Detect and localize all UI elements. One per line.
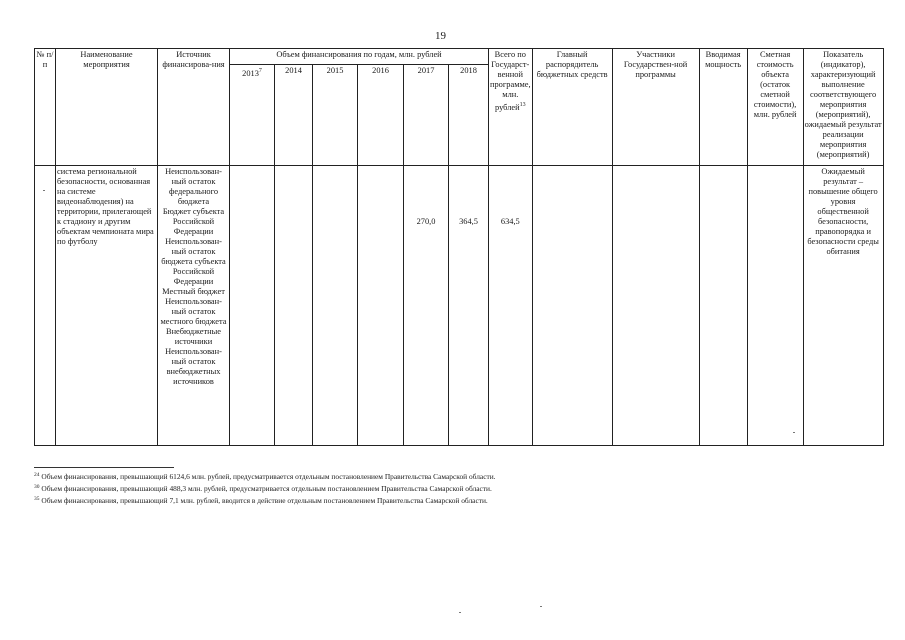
- header-estimate: Сметная стоимость объекта (остаток сметной стоимости), млн. рублей: [747, 49, 803, 166]
- header-row: [35, 49, 884, 65]
- header-year-2014: 2014: [275, 65, 313, 166]
- source-item: Бюджет субъекта Российской Федерации: [162, 207, 225, 236]
- header-source: Источник финансирова-ния: [158, 49, 230, 166]
- scan-speck: [793, 432, 795, 433]
- source-item: Внебюджетные источники: [165, 327, 222, 346]
- footnotes: [34, 467, 654, 506]
- header-year-2013: 2013$^7$: [230, 65, 275, 166]
- header-years-group: Объем финансирования по годам, млн. рублей: [230, 49, 489, 65]
- header-year-2016: 2016: [358, 65, 404, 166]
- footnote: $^{35}$ Объем финансирования, превышающий 7,1 млн. рублей, вводится в действие отдельным постановлением Правительства Самарской области.: [34, 496, 488, 505]
- row-number: [35, 166, 56, 446]
- header-year-2015: 2015: [313, 65, 358, 166]
- header-capacity: Вводимая мощность: [699, 49, 747, 166]
- row-estimate: [747, 166, 803, 446]
- header-total: Всего по Государст-венной программе, млн. рублей$^{13}$: [489, 49, 533, 166]
- source-item: Неиспользован-ный остаток бюджета субъекта Российской Федерации: [161, 237, 226, 286]
- source-item: Неиспользован-ный остаток местного бюджета: [160, 297, 227, 326]
- table-row: [35, 166, 884, 446]
- footnote: $^{30}$ Объем финансирования, превышающий 488,3 млн. рублей, предусматривается отдельным постановлением Правительства Самарской области.: [34, 484, 492, 493]
- scan-speck: [43, 190, 45, 191]
- row-total: 634,5: [489, 166, 533, 446]
- row-sources: [158, 166, 230, 446]
- header-indicator: Показатель (индикатор), характеризующий выполнение соответствующего мероприятия (мероприятий), ожидаемый результат реализации мероприятия (мероприятий): [803, 49, 883, 166]
- row-indicator: Ожидаемый результат – повышение общего уровня общественной безопасности, правопорядка и безопасности среды обитания: [803, 166, 883, 446]
- header-name: Наименование мероприятия: [56, 49, 158, 166]
- header-admin: Главный распорядитель бюджетных средств: [532, 49, 612, 166]
- header-participants: Участники Государствен-ной программы: [612, 49, 699, 166]
- footnote: $^{24}$ Объем финансирования, превышающий 6124,6 млн. рублей, предусматривается отдельным постановлением Правительства Самарской области.: [34, 472, 496, 481]
- header-year-2018: 2018: [449, 65, 489, 166]
- header-year-2017: 2017: [404, 65, 449, 166]
- row-value-2016: [358, 166, 404, 446]
- financing-table: [34, 48, 884, 446]
- row-name: система региональной безопасности, основанная на системе видеонаблюдения) на территории, прилегающей к стадиону и другим объектам чемпионата мира по футболу: [56, 166, 158, 446]
- row-value-2018: 364,5: [449, 166, 489, 446]
- row-value-2017: 270,0: [404, 166, 449, 446]
- scan-speck: [540, 606, 542, 607]
- scan-speck: [459, 612, 461, 613]
- source-item: Местный бюджет: [162, 287, 225, 296]
- row-capacity: [699, 166, 747, 446]
- row-admin: [532, 166, 612, 446]
- row-participants: [612, 166, 699, 446]
- row-value-2013: [230, 166, 275, 446]
- row-value-2014: [275, 166, 313, 446]
- row-value-2015: [313, 166, 358, 446]
- footnote-divider: [34, 467, 174, 468]
- source-item: Неиспользован-ный остаток федерального бюджета: [165, 167, 222, 206]
- page-number: 19: [435, 30, 446, 42]
- source-item: Неиспользован-ный остаток внебюджетных источников: [165, 347, 222, 386]
- header-number: № п/п: [35, 49, 56, 166]
